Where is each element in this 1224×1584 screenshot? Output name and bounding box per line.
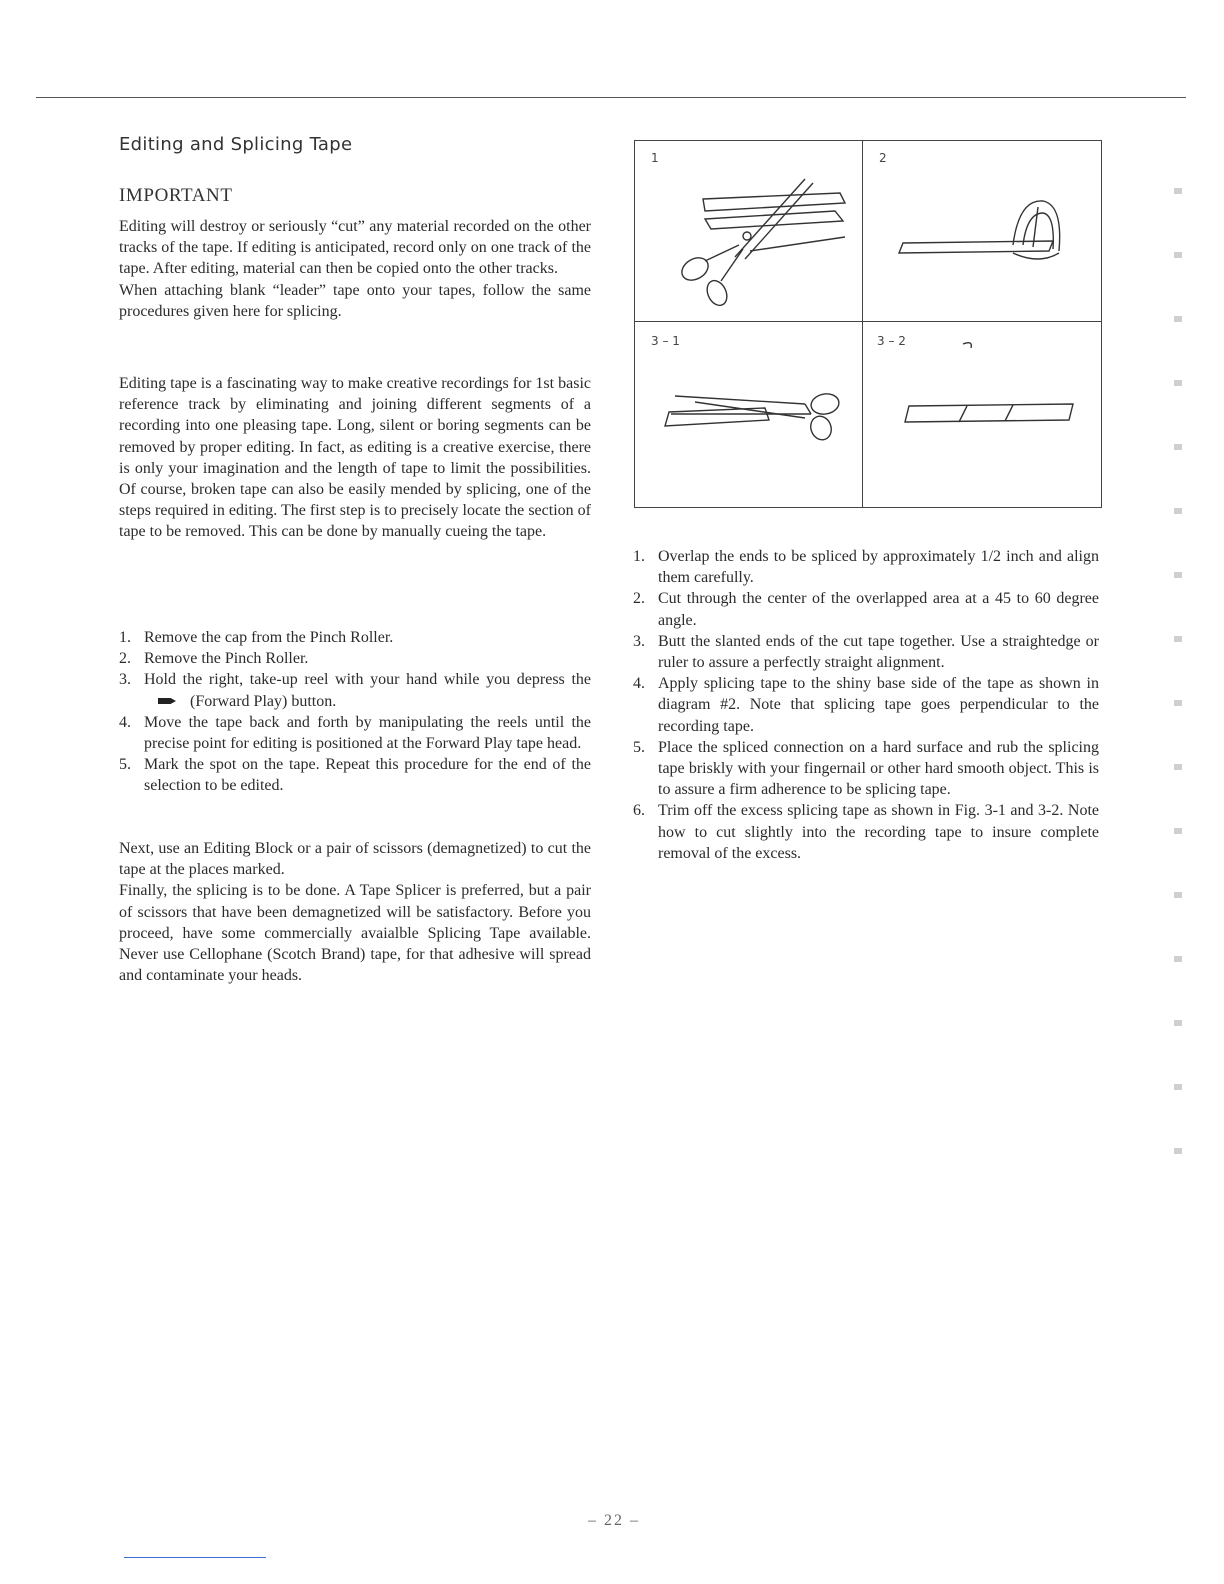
panel-label: 2 <box>879 151 887 165</box>
splicing-tape-folded-over-tape-icon <box>863 141 1101 321</box>
intro-paragraph <box>119 373 591 543</box>
figure-panel-3 <box>635 322 862 507</box>
step-text: Remove the Pinch Roller. <box>144 650 309 668</box>
step-number: 5. <box>633 738 645 756</box>
list-item <box>119 712 591 754</box>
scissors-cutting-overlapped-tape-icon <box>635 141 862 321</box>
step-text: Move the tape back and forth by manipulating the reels until the precise point for editing is positioned at the Forward Play tape head. <box>144 713 591 753</box>
step-text: Cut through the center of the overlapped area at a 45 to 60 degree angle. <box>658 590 1099 629</box>
step-text: Hold the right, take-up reel with your hand while you depress the <box>144 671 591 689</box>
list-item <box>633 546 1099 588</box>
cueing-steps-list <box>119 627 591 797</box>
step-number: 2. <box>633 590 645 608</box>
splicing-paragraphs <box>119 838 591 986</box>
list-item <box>119 754 591 796</box>
list-item <box>633 673 1099 737</box>
step-text: Apply splicing tape to the shiny base side of the tape as shown in diagram #2. Note that splicing tape goes perpendicular to the recording tape. <box>658 675 1099 735</box>
section-title: Editing and Splicing Tape <box>119 134 353 155</box>
step-text: Trim off the excess splicing tape as shown in Fig. 3-1 and 3-2. Note how to cut slightly into the recording tape to insure complete removal of the excess. <box>658 802 1099 862</box>
panel-label: 3 – 1 <box>651 334 680 348</box>
spliced-tape-finished-icon <box>863 322 1101 507</box>
figure-panel-2 <box>863 141 1101 321</box>
scissors-trimming-excess-tape-icon <box>635 322 862 507</box>
list-item <box>633 631 1099 673</box>
step-number: 1. <box>633 548 645 565</box>
paragraph: Next, use an Editing Block or a pair of scissors (demagnetized) to cut the tape at the places marked. <box>119 840 591 879</box>
list-item <box>119 627 591 648</box>
step-text: Remove the cap from the Pinch Roller. <box>144 629 394 646</box>
important-notice <box>119 216 591 322</box>
list-item <box>633 737 1099 801</box>
step-number: 3. <box>633 632 645 650</box>
step-text: (Forward Play) button. <box>190 692 337 710</box>
step-text: Place the spliced connection on a hard surface and rub the splicing tape briskly with your fingernail or other hard smooth object. This is to assure a firm adherence to be splicing tape. <box>658 738 1099 799</box>
step-number: 1. <box>119 629 131 646</box>
step-number: 6. <box>633 802 645 820</box>
figure-panel-4 <box>863 322 1101 507</box>
list-item <box>119 648 591 669</box>
list-item <box>633 800 1099 864</box>
figure-panel-1 <box>635 141 862 321</box>
intro-text: Editing tape is a fascinating way to make creative recordings for 1st basic reference track by eliminating and joining different segments of a recording into one pleasing tape. Long, silent or boring segments can be removed by proper editing. In fact, as editing is a creative exercise, there is only your imagination and the length of tape to limit the possibilities. Of course, broken tape can also be easily mended by splicing, one of the steps required in editing. The first step is to precisely locate the section of tape to be removed. This can be done by manually cueing the tape. <box>119 375 591 541</box>
step-text: Overlap the ends to be spliced by approximately 1/2 inch and align them carefully. <box>658 548 1099 587</box>
scan-edge-marks <box>1164 130 1194 1330</box>
list-item <box>633 588 1099 630</box>
step-number: 4. <box>633 675 645 693</box>
panel-label: 3 – 2 <box>877 334 906 348</box>
splicing-figure <box>634 140 1102 508</box>
important-heading: IMPORTANT <box>119 185 233 206</box>
important-paragraph: Editing will destroy or seriously “cut” any material recorded on the other tracks of the tape. If editing is anticipated, record only on one track of the tape. After editing, material can then be copied onto the other tracks. <box>119 218 591 278</box>
important-paragraph: When attaching blank “leader” tape onto your tapes, follow the same procedures given here for splicing. <box>119 281 591 320</box>
step-text: Mark the spot on the tape. Repeat this procedure for the end of the selection to be edited. <box>144 756 591 795</box>
splicing-steps-list <box>633 546 1099 864</box>
step-number: 3. <box>119 671 131 689</box>
step-number: 4. <box>119 713 131 731</box>
panel-label: 1 <box>651 151 659 165</box>
step-number: 5. <box>119 756 131 774</box>
forward-play-arrow-icon <box>158 698 176 704</box>
footer-rule <box>124 1557 266 1558</box>
page-number: – 22 – <box>588 1512 640 1529</box>
step-text: Butt the slanted ends of the cut tape together. Use a straightedge or ruler to assure a perfectly straight alignment. <box>658 632 1099 672</box>
list-item <box>119 669 591 711</box>
step-number: 2. <box>119 650 131 668</box>
header-rule <box>36 97 1186 98</box>
paragraph: Finally, the splicing is to be done. A Tape Splicer is preferred, but a pair of scissors that have been demagnetized will be satisfactory. Before you proceed, have some commercially avaialble Splicing Tape available. Never use Cellophane (Scotch Brand) tape, for that adhesive will spread and contaminate your heads. <box>119 882 591 985</box>
